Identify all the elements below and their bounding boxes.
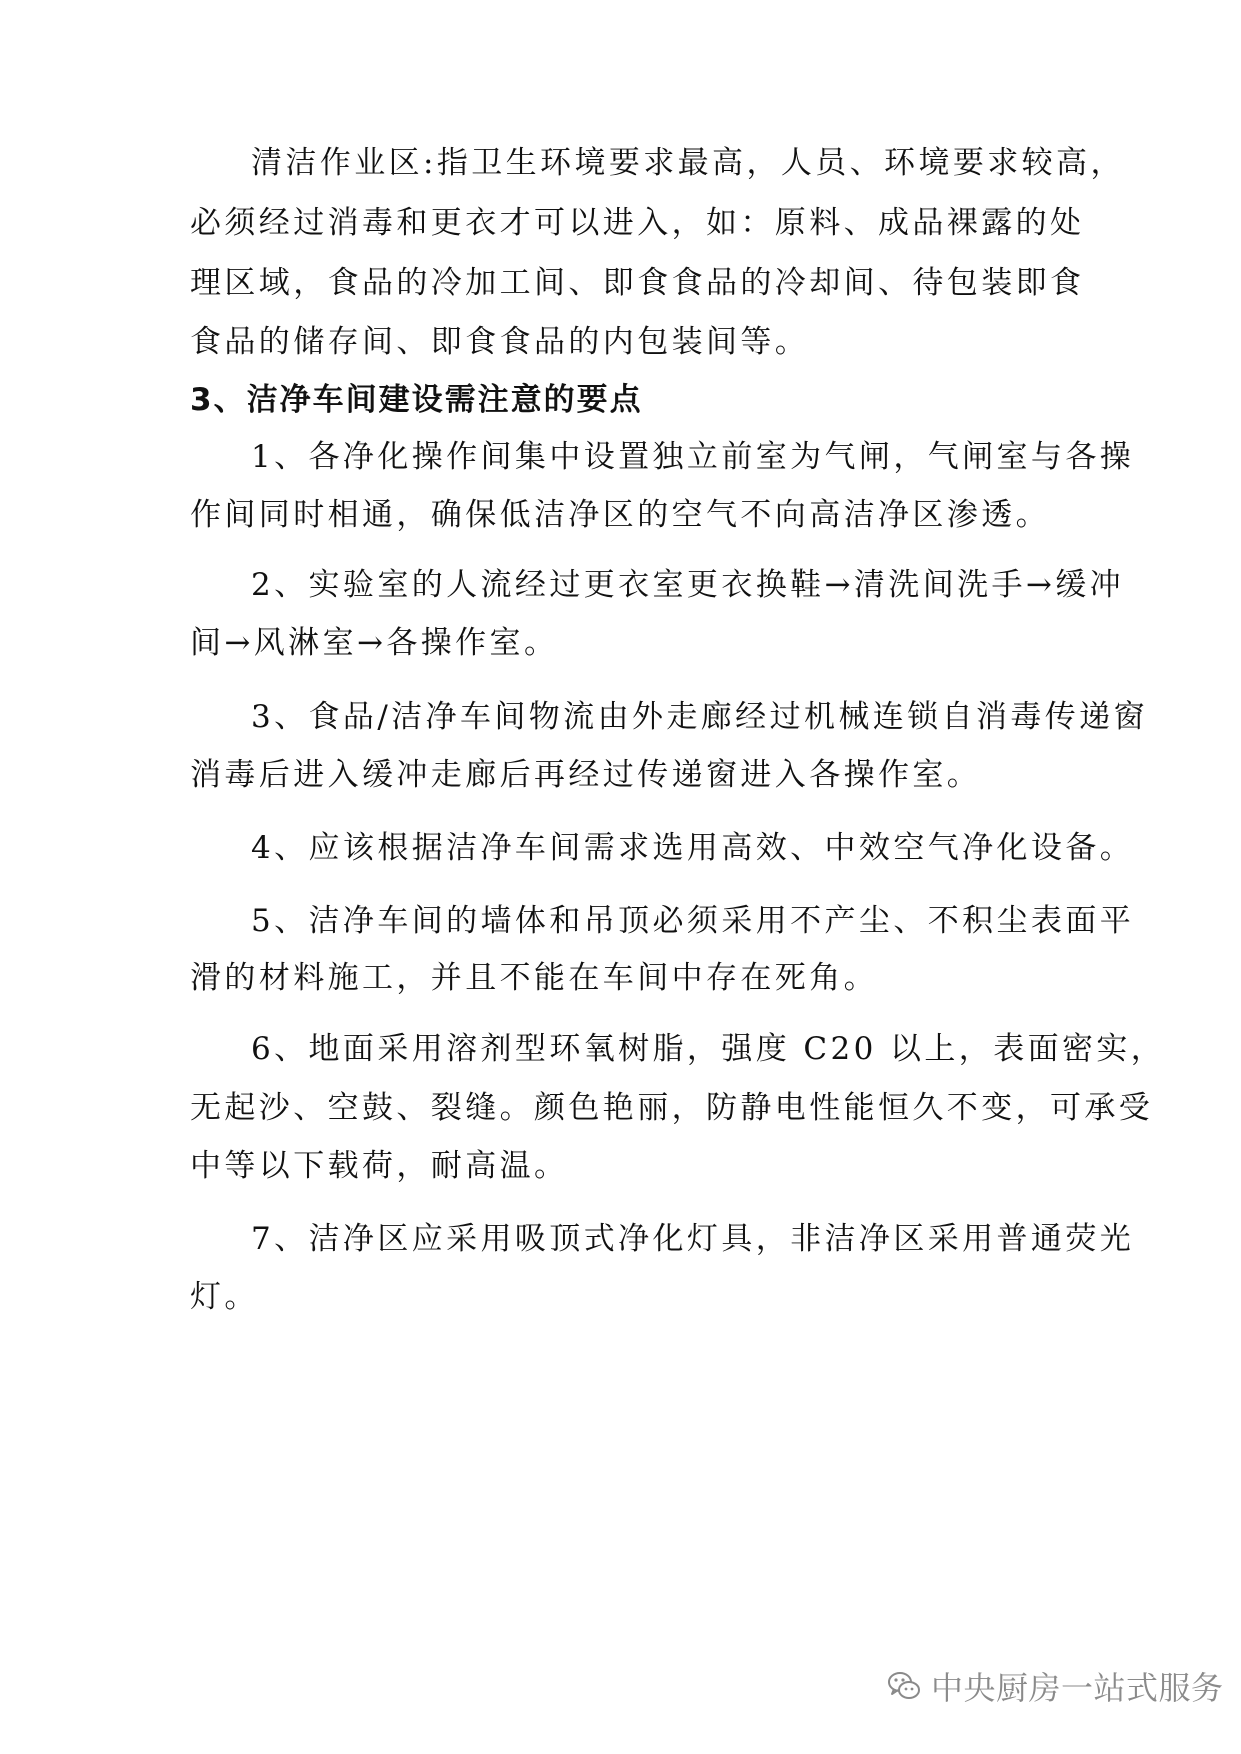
watermark	[887, 1664, 1224, 1708]
item-2-line-2: 间→风淋室→各操作室。	[190, 625, 559, 661]
item-3-line-2: 消毒后进入缓冲走廊后再经过传递窗进入各操作室。	[190, 757, 982, 793]
intro-line-3: 理区域，食品的冷加工间、即食食品的冷却间、待包装即食	[190, 265, 1085, 301]
item-5-line-1: 5、洁净车间的墙体和吊顶必须采用不产尘、不积尘表面平	[251, 903, 1135, 939]
intro-line-4: 食品的储存间、即食食品的内包装间等。	[190, 324, 810, 360]
watermark-text: 中央厨房一站式服务	[931, 1669, 1224, 1707]
item-7-line-1: 7、洁净区应采用吸顶式净化灯具，非洁净区采用普通荧光	[251, 1221, 1135, 1257]
item-1-line-2: 作间同时相通，确保低洁净区的空气不向高洁净区渗透。	[190, 497, 1050, 533]
item-6-line-2: 无起沙、空鼓、裂缝。颜色艳丽，防静电性能恒久不变，可承受	[190, 1090, 1154, 1126]
intro-line-1: 清洁作业区:指卫生环境要求最高，人员、环境要求较高，	[251, 145, 1125, 181]
item-2-line-1: 2、实验室的人流经过更衣室更衣换鞋→清洗间洗手→缓冲	[251, 567, 1125, 603]
section-heading: 3、洁净车间建设需注意的要点	[190, 382, 643, 418]
item-6-line-3: 中等以下载荷，耐高温。	[190, 1148, 569, 1184]
intro-line-2: 必须经过消毒和更衣才可以进入，如：原料、成品裸露的处	[190, 205, 1085, 241]
item-1-line-1: 1、各净化操作间集中设置独立前室为气闸，气闸室与各操	[251, 439, 1135, 475]
item-5-line-2: 滑的材料施工，并且不能在车间中存在死角。	[190, 960, 878, 996]
item-7-line-2: 灯。	[190, 1279, 259, 1315]
item-6-line-1: 6、地面采用溶剂型环氧树脂，强度 C20 以上，表面密实，	[251, 1031, 1166, 1067]
wechat-icon	[887, 1669, 921, 1703]
item-3-line-1: 3、食品/洁净车间物流由外走廊经过机械连锁自消毒传递窗	[251, 699, 1148, 735]
item-4-line-1: 4、应该根据洁净车间需求选用高效、中效空气净化设备。	[251, 830, 1135, 866]
